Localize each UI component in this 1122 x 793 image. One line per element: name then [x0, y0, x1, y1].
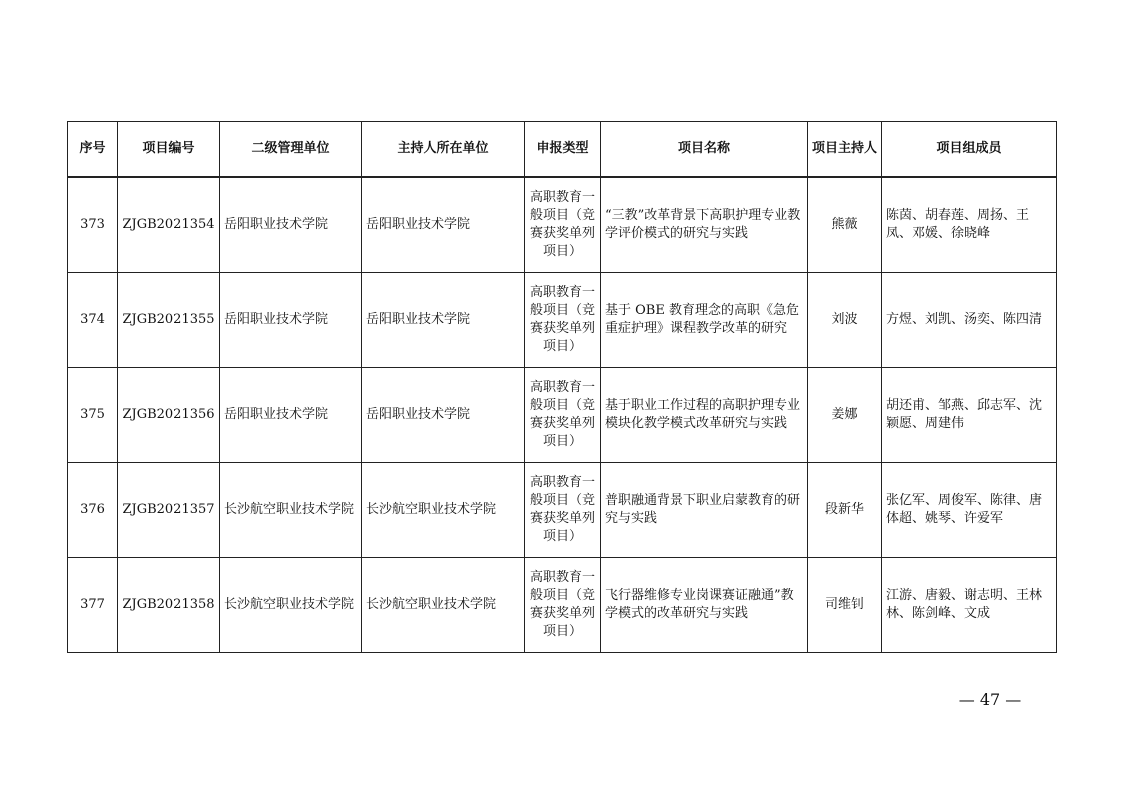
cell-project-name: 基于职业工作过程的高职护理专业模块化教学模式改革研究与实践 [601, 368, 808, 463]
cell-leader: 刘波 [808, 273, 882, 368]
cell-leader: 熊薇 [808, 177, 882, 273]
cell-code: ZJGB2021356 [118, 368, 220, 463]
cell-code: ZJGB2021355 [118, 273, 220, 368]
page-number: — 47 — [958, 690, 1022, 709]
cell-apply-type: 高职教育一般项目（竞赛获奖单列项目） [525, 273, 601, 368]
table-row [68, 368, 1057, 463]
cell-admin-unit: 长沙航空职业技术学院 [220, 463, 362, 558]
cell-index: 375 [68, 368, 118, 463]
table-body [68, 177, 1057, 653]
cell-admin-unit: 岳阳职业技术学院 [220, 177, 362, 273]
table-row [68, 177, 1057, 273]
cell-admin-unit: 长沙航空职业技术学院 [220, 558, 362, 653]
cell-host-unit: 岳阳职业技术学院 [362, 177, 525, 273]
cell-admin-unit: 岳阳职业技术学院 [220, 273, 362, 368]
cell-leader: 段新华 [808, 463, 882, 558]
cell-members: 胡还甫、邹燕、邱志军、沈颖愿、周建伟 [882, 368, 1057, 463]
cell-project-name: 普职融通背景下职业启蒙教育的研究与实践 [601, 463, 808, 558]
cell-members: 方煜、刘凯、汤奕、陈四清 [882, 273, 1057, 368]
cell-leader: 司维钊 [808, 558, 882, 653]
header-code: 项目编号 [118, 122, 220, 178]
cell-admin-unit: 岳阳职业技术学院 [220, 368, 362, 463]
cell-index: 376 [68, 463, 118, 558]
cell-index: 377 [68, 558, 118, 653]
header-row [68, 122, 1057, 178]
cell-project-name: “三教”改革背景下高职护理专业教学评价模式的研究与实践 [601, 177, 808, 273]
cell-members: 江游、唐毅、谢志明、王林林、陈剑峰、文成 [882, 558, 1057, 653]
header-index: 序号 [68, 122, 118, 178]
cell-host-unit: 岳阳职业技术学院 [362, 273, 525, 368]
header-admin-unit: 二级管理单位 [220, 122, 362, 178]
header-members: 项目组成员 [882, 122, 1057, 178]
cell-apply-type: 高职教育一般项目（竞赛获奖单列项目） [525, 177, 601, 273]
cell-code: ZJGB2021357 [118, 463, 220, 558]
table-row [68, 558, 1057, 653]
cell-code: ZJGB2021354 [118, 177, 220, 273]
cell-project-name: 飞行器维修专业岗课赛证融通”教学模式的改革研究与实践 [601, 558, 808, 653]
cell-host-unit: 岳阳职业技术学院 [362, 368, 525, 463]
table-header [68, 122, 1057, 178]
cell-index: 373 [68, 177, 118, 273]
table-row [68, 463, 1057, 558]
cell-leader: 姜娜 [808, 368, 882, 463]
cell-apply-type: 高职教育一般项目（竞赛获奖单列项目） [525, 463, 601, 558]
cell-code: ZJGB2021358 [118, 558, 220, 653]
table-row [68, 273, 1057, 368]
cell-host-unit: 长沙航空职业技术学院 [362, 463, 525, 558]
cell-index: 374 [68, 273, 118, 368]
header-project-name: 项目名称 [601, 122, 808, 178]
cell-apply-type: 高职教育一般项目（竞赛获奖单列项目） [525, 368, 601, 463]
cell-host-unit: 长沙航空职业技术学院 [362, 558, 525, 653]
cell-members: 陈茵、胡春莲、周扬、王凤、邓媛、徐晓峰 [882, 177, 1057, 273]
header-apply-type: 申报类型 [525, 122, 601, 178]
header-leader: 项目主持人 [808, 122, 882, 178]
cell-apply-type: 高职教育一般项目（竞赛获奖单列项目） [525, 558, 601, 653]
header-host-unit: 主持人所在单位 [362, 122, 525, 178]
cell-members: 张亿军、周俊军、陈律、唐体超、姚琴、许爱军 [882, 463, 1057, 558]
cell-project-name: 基于 OBE 教育理念的高职《急危重症护理》课程教学改革的研究 [601, 273, 808, 368]
project-list-table [67, 121, 1057, 653]
